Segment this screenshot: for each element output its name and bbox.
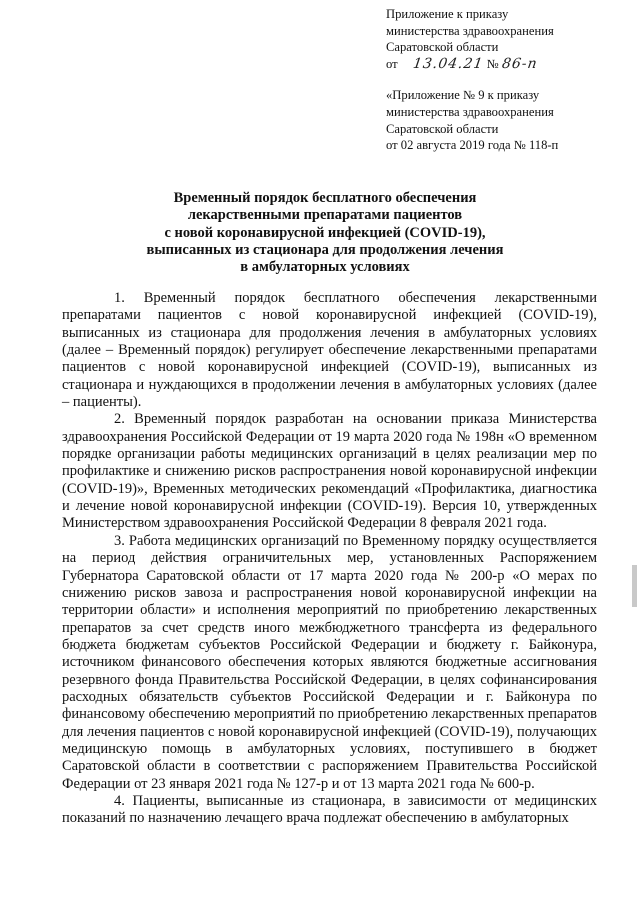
previous-attachment-line-1: «Приложение № 9 к приказу [386, 88, 540, 103]
paragraph-1: 1. Временный порядок бесплатного обеспечения лекарственными препаратами пациентов с новой коронавирусной инфекцией (COVID-19), выписанных из стационара для продолжения лечения в амбулаторных условиях (далее – Временный порядок) регулирует обеспечение лекарственными препаратами пациентов с новой коронавирусной инфекцией (COVID-19), выписанных из стационара и нуждающихся в продолжении лечения в амбулаторных условиях (далее – пациенты). [62, 290, 597, 411]
title-line: лекарственными препаратами пациентов [187, 207, 463, 224]
title-line: с новой коронавирусной инфекцией (COVID-19), [164, 224, 486, 241]
number-sign: № [486, 56, 499, 71]
title-line: Временный порядок бесплатного обеспечения [173, 190, 477, 206]
document-title [60, 190, 590, 276]
title-line: выписанных из стационара для продолжения лечения [146, 241, 504, 258]
scan-edge-mark [632, 565, 637, 607]
handwritten-number: 86-п [500, 55, 539, 72]
previous-attachment-line-3: Саратовской области [386, 121, 499, 136]
previous-attachment-line-4: от 02 августа 2019 года № 118-п [386, 138, 559, 153]
document-body [62, 290, 597, 828]
attachment-date-line [386, 56, 631, 73]
previous-attachment-block [386, 87, 631, 153]
paragraph-2: 2. Временный порядок разработан на основании приказа Министерства здравоохранения Российской Федерации от 19 марта 2020 года № 198н «О временном порядке организации работы медицинских организаций в целях реализации мер по профилактике и снижению рисков распространения новой коронавирусной инфекции (COVID-19)», Временных методических рекомендаций «Профилактика, диагностика и лечение новой коронавирусной инфекции (COVID-19). Версия 10, утвержденных Министерством здравоохранения Российской Федерации 8 февраля 2021 года. [62, 411, 597, 532]
paragraph-4: 4. Пациенты, выписанные из стационара, в зависимости от медицинских показаний по назначению лечащего врача подлежат обеспечению в амбулаторных [62, 792, 597, 827]
title-line: в амбулаторных условиях [240, 259, 410, 276]
attachment-header [386, 6, 631, 154]
paragraph-3: 3. Работа медицинских организаций по Временному порядку осуществляется на период действия ограничительных мер, установленных Распоряжением Губернатора Саратовской области от 17 марта 2020 года № 200-р «О мерах по снижению рисков завоза и распространения новой коронавирусной инфекции на территории области» и исполнения мероприятий по приобретению лекарственных препаратов за счет средств иного межбюджетного трансферта из федерального бюджета бюджетам субъектов Российской Федерации и бюджету г. Байконура, источником финансового обеспечения которых являются бюджетные ассигнования резервного фонда Правительства Российской Федерации, в целях софинансирования расходных обязательств субъектов Российской Федерации и г. Байконура по финансовому обеспечению мероприятий по приобретению лекарственных препаратов для лечения пациентов с новой коронавирусной инфекцией (COVID-19), получающих медицинскую помощь в амбулаторных условиях, поступившего в бюджет Саратовской области в соответствии с распоряжением Правительства Российской Федерации от 23 января 2021 года № 127-р и от 13 марта 2021 года № 600-р. [62, 532, 597, 792]
handwritten-date: 13.04.21 [412, 55, 485, 72]
attachment-date-prefix: от [386, 56, 398, 71]
attachment-line-1: Приложение к приказу [386, 7, 509, 21]
previous-attachment-line-2: министерства здравоохранения [386, 104, 554, 119]
attachment-line-2: министерства здравоохранения [386, 23, 554, 38]
attachment-line-3: Саратовской области [386, 40, 499, 55]
